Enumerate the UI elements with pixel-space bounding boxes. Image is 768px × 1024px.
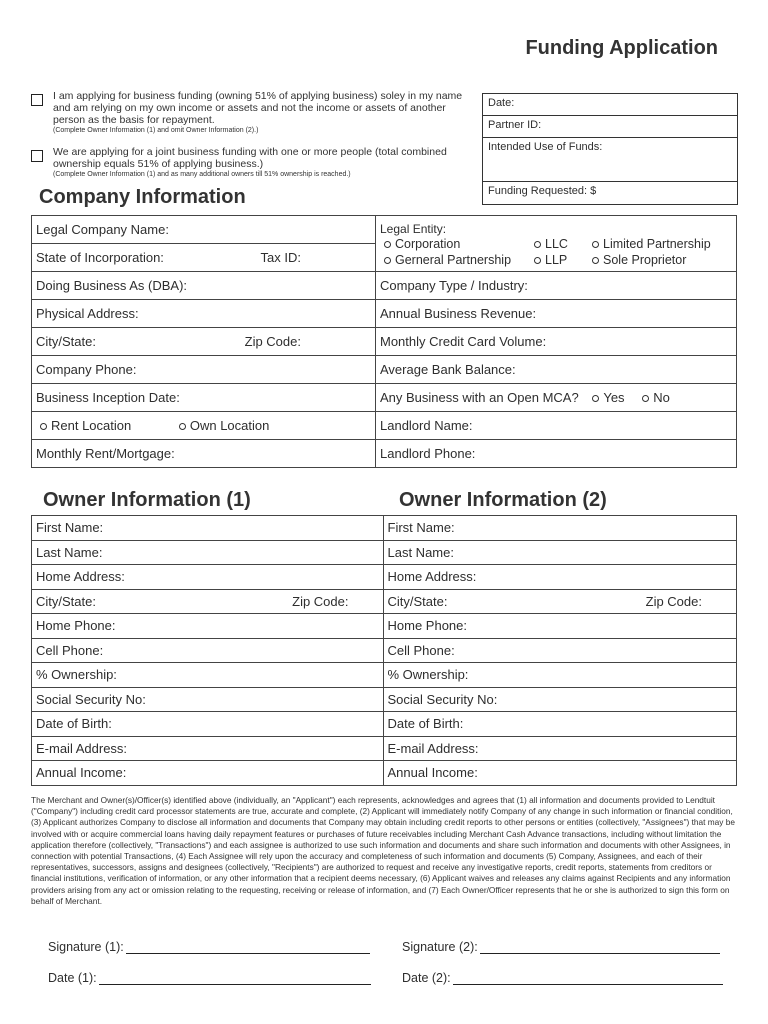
- company-phone-field[interactable]: Company Phone:: [32, 356, 376, 384]
- partner-id-field[interactable]: Partner ID:: [483, 116, 737, 138]
- signature1-line[interactable]: [126, 942, 370, 954]
- legal-entity-field[interactable]: [376, 216, 737, 272]
- signature1-row[interactable]: [48, 940, 370, 954]
- signature1-label: Signature (1):: [48, 940, 124, 954]
- funding-requested-field[interactable]: Funding Requested: $: [488, 185, 597, 197]
- radio-icon[interactable]: [534, 257, 541, 264]
- date-field[interactable]: Date:: [483, 94, 737, 116]
- owner1-heading: Owner Information (1): [43, 489, 251, 511]
- sole-owner-checkbox[interactable]: [31, 94, 43, 106]
- owner1-ssn[interactable]: Social Security No:: [32, 687, 384, 712]
- bank-balance-field[interactable]: Average Bank Balance:: [376, 356, 737, 384]
- location-row: [32, 412, 376, 440]
- date1-row[interactable]: [48, 971, 371, 985]
- radio-icon[interactable]: [40, 423, 47, 430]
- page-title: Funding Application: [525, 37, 718, 59]
- owner2-ownership[interactable]: % Ownership:: [383, 663, 737, 688]
- legal-entity-label: Legal Entity:: [380, 221, 447, 236]
- state-tax-row[interactable]: [32, 244, 376, 272]
- state-incorporation-label: State of Incorporation:: [36, 250, 164, 265]
- radio-icon[interactable]: [592, 257, 599, 264]
- owner-info-table: [31, 515, 737, 786]
- owner1-first-name[interactable]: First Name:: [32, 516, 384, 541]
- joint-owner-checkbox[interactable]: [31, 150, 43, 162]
- owner2-home-phone[interactable]: Home Phone:: [383, 614, 737, 639]
- inception-date-field[interactable]: Business Inception Date:: [32, 384, 376, 412]
- physical-address-field[interactable]: Physical Address:: [32, 300, 376, 328]
- entity-general-partnership[interactable]: Gerneral Partnership: [384, 252, 534, 268]
- date1-line[interactable]: [99, 973, 371, 985]
- owner2-home-address[interactable]: Home Address:: [383, 565, 737, 590]
- entity-sole-proprietor[interactable]: Sole Proprietor: [592, 252, 732, 268]
- option-joint-owner[interactable]: [31, 146, 471, 179]
- option-note: (Complete Owner Information (1) and omit Owner Information (2).): [53, 127, 259, 134]
- radio-icon[interactable]: [384, 241, 391, 248]
- radio-icon[interactable]: [642, 395, 649, 402]
- open-mca-field[interactable]: [376, 384, 737, 412]
- owner2-cell-phone[interactable]: Cell Phone:: [383, 638, 737, 663]
- legal-name-field[interactable]: Legal Company Name:: [32, 216, 376, 244]
- owner1-home-phone[interactable]: Home Phone:: [32, 614, 384, 639]
- radio-icon[interactable]: [534, 241, 541, 248]
- zip-label: Zip Code:: [645, 593, 702, 609]
- type-industry-field[interactable]: Company Type / Industry:: [376, 272, 737, 300]
- cc-volume-field[interactable]: Monthly Credit Card Volume:: [376, 328, 737, 356]
- date2-line[interactable]: [453, 973, 723, 985]
- owner1-last-name[interactable]: Last Name:: [32, 540, 384, 565]
- owner1-email[interactable]: E-mail Address:: [32, 736, 384, 761]
- owner1-cell-phone[interactable]: Cell Phone:: [32, 638, 384, 663]
- owner1-city-zip[interactable]: [32, 589, 384, 614]
- entity-llp[interactable]: LLP: [534, 252, 592, 268]
- legal-disclaimer: The Merchant and Owner(s)/Officer(s) identified above (individually, an "Applicant") each represents, acknowledges and agrees that (1) all information and documents provided to Lendtuit ("Company") including credit card processor statements are true, accurate and complete, (2) Applicant will immediately notify Company of any change in such information or financial condition, (3) Applicant authorizes Company to disclose all information and documents that Company may obtain including credit reports to other persons or entities (collectively, "Assignees") that may be involved with or acquire commercial loans having daily repayment features or purchases of future receivables including Merchant Cash Advance transactions, including without limitation the application therefore (collectively, "Transactions") and each assignee is authorized to use such information and documents and share such information and documents with other Assignees, in connection with potential Transactions, (4) Each Assignee will rely upon the accuracy and completeness of such information and documents (5) Company, Assignees, and each of their representatives, successors, assigns and designees (collectively, "Recipients") are authorized to request and receive any investigative reports, credit reports, statements from creditors or financial institutions, verification of information, or any other information that a recipient deems necessary, (6) Applicant waives and releases any claims against Recipients and any information providers arising from any act or omission relating to the requesting, receiving or release of information, and (7) Each Owner/Officer represents that he or she is authorized to sign this form on behalf of Merchant.: [31, 795, 735, 906]
- owner2-dob[interactable]: Date of Birth:: [383, 712, 737, 737]
- owner1-home-address[interactable]: Home Address:: [32, 565, 384, 590]
- date2-label: Date (2):: [402, 971, 451, 985]
- option-text: I am applying for business funding (owning 51% of applying business) soley in my name and am relying on my own income or assets and not the income or assets of another person as the basis for repayment.: [53, 90, 463, 126]
- owner2-email[interactable]: E-mail Address:: [383, 736, 737, 761]
- owner2-first-name[interactable]: First Name:: [383, 516, 737, 541]
- option-text: We are applying for a joint business funding with one or more people (total combined ownership equals 51% of applying business.): [53, 146, 447, 170]
- application-meta-box: [482, 93, 738, 205]
- owner2-ssn[interactable]: Social Security No:: [383, 687, 737, 712]
- mca-no-option[interactable]: No: [642, 390, 670, 405]
- radio-icon[interactable]: [592, 241, 599, 248]
- landlord-phone-field[interactable]: Landlord Phone:: [376, 440, 737, 468]
- tax-id-label: Tax ID:: [260, 250, 301, 265]
- company-info-table: [31, 215, 737, 468]
- city-state-label: City/State:: [36, 593, 96, 609]
- signature2-line[interactable]: [480, 942, 720, 954]
- radio-icon[interactable]: [384, 257, 391, 264]
- dba-field[interactable]: Doing Business As (DBA):: [32, 272, 376, 300]
- owner2-last-name[interactable]: Last Name:: [383, 540, 737, 565]
- owner2-heading: Owner Information (2): [399, 489, 607, 511]
- mca-yes-option[interactable]: Yes: [592, 390, 624, 405]
- rent-location-option[interactable]: Rent Location: [40, 418, 131, 433]
- signature2-row[interactable]: [402, 940, 720, 954]
- date1-label: Date (1):: [48, 971, 97, 985]
- date2-row[interactable]: [402, 971, 723, 985]
- owner1-ownership[interactable]: % Ownership:: [32, 663, 384, 688]
- zip-label: Zip Code:: [292, 593, 349, 609]
- option-sole-owner[interactable]: [31, 90, 471, 135]
- entity-corporation[interactable]: Corporation: [384, 236, 534, 252]
- monthly-rent-field[interactable]: Monthly Rent/Mortgage:: [32, 440, 376, 468]
- signature2-label: Signature (2):: [402, 940, 478, 954]
- owner2-income[interactable]: Annual Income:: [383, 761, 737, 786]
- radio-icon[interactable]: [592, 395, 599, 402]
- annual-revenue-field[interactable]: Annual Business Revenue:: [376, 300, 737, 328]
- entity-limited-partnership[interactable]: Limited Partnership: [592, 236, 732, 252]
- option-note: (Complete Owner Information (1) and as many additional owners till 51% ownership is reached.): [53, 171, 351, 178]
- company-info-heading: Company Information: [39, 186, 246, 208]
- owner1-income[interactable]: Annual Income:: [32, 761, 384, 786]
- landlord-name-field[interactable]: Landlord Name:: [376, 412, 737, 440]
- city-state-label: City/State:: [387, 593, 448, 609]
- radio-icon[interactable]: [179, 423, 186, 430]
- open-mca-label: Any Business with an Open MCA?: [380, 390, 579, 405]
- city-zip-row[interactable]: [32, 328, 376, 356]
- entity-llc[interactable]: LLC: [534, 236, 592, 252]
- use-of-funds-field[interactable]: Intended Use of Funds:: [483, 138, 737, 182]
- own-location-option[interactable]: Own Location: [179, 418, 270, 433]
- zip-label: Zip Code:: [244, 334, 301, 349]
- owner1-dob[interactable]: Date of Birth:: [32, 712, 384, 737]
- city-state-label: City/State:: [36, 334, 96, 349]
- owner2-city-zip[interactable]: [383, 589, 737, 614]
